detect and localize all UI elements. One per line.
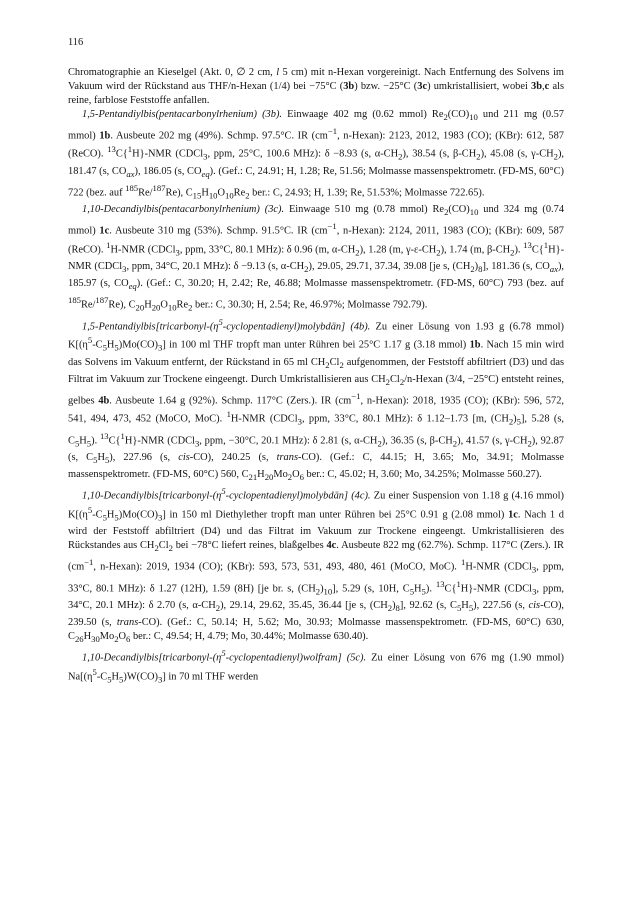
text-run: (CO) bbox=[447, 108, 470, 120]
subscript: 2 bbox=[339, 359, 344, 370]
subscript: 5 bbox=[102, 512, 107, 523]
subscript: 2 bbox=[315, 586, 321, 597]
superscript: −1 bbox=[84, 557, 94, 568]
text-run: bei −78°C liefert reines, blaßgelbes bbox=[172, 540, 327, 552]
text-run: Einwaage 402 mg (0.62 mmol) Re bbox=[282, 108, 444, 120]
text-run: , ppm, 34°C, 20.1 MHz): δ −9.13 (s, α-CH bbox=[126, 261, 305, 273]
text-run: C{ bbox=[531, 244, 544, 256]
page-number: 116 bbox=[68, 37, 84, 48]
text-run: O bbox=[118, 631, 127, 643]
superscript: 13 bbox=[435, 578, 445, 589]
subscript: 2 bbox=[436, 247, 441, 258]
text-run: c bbox=[544, 80, 550, 92]
text-run: trans bbox=[276, 452, 298, 464]
superscript: 5 bbox=[221, 486, 226, 497]
text-run: O bbox=[217, 187, 226, 199]
subscript: 10 bbox=[469, 207, 479, 218]
text-run: ber.: C, 49.54; H, 4.79; Mo, 30.44%; Molmasse 630.40). bbox=[130, 631, 369, 643]
text-run: 5 cm) mit n-Hexan vorgereinigt. Nach Entfernung des Solvens im Vakuum wird der Rückstand aus THF/n-Hexan (1/4) bei −75°C ( bbox=[68, 67, 564, 92]
text-run: H bbox=[111, 671, 120, 683]
subscript: 2 bbox=[168, 543, 173, 554]
text-run: )Mo(CO) bbox=[118, 509, 158, 521]
subscript: 5 bbox=[114, 512, 119, 523]
subscript: 10 bbox=[208, 190, 218, 201]
subscript: 20 bbox=[135, 302, 145, 313]
subscript: 3 bbox=[122, 264, 127, 275]
compound-title: -cyclopentadienyl)molybdän] (4c). bbox=[225, 490, 371, 502]
subscript: 20 bbox=[264, 472, 274, 483]
text-run: ), 41.57 (s, γ-CH bbox=[457, 435, 528, 447]
superscript: 1 bbox=[106, 239, 111, 250]
text-run: H bbox=[414, 583, 422, 595]
text-run: , ppm, 33°C, 80.1 MHz): δ 1.12–1.73 [m, (CH bbox=[301, 413, 509, 425]
text-run: , ppm, 34°C, 20.1 MHz): δ 2.70 (s, α-CH bbox=[68, 583, 564, 612]
text-run: Cl bbox=[389, 373, 400, 385]
superscript: 5 bbox=[87, 335, 93, 346]
text-run: ), 1.74 (m, β-CH bbox=[440, 244, 511, 256]
subscript: eq bbox=[128, 281, 137, 292]
superscript: −1 bbox=[351, 390, 361, 401]
subscript: 2 bbox=[245, 190, 250, 201]
subscript: 5 bbox=[102, 342, 107, 353]
text-run: H bbox=[144, 299, 152, 311]
superscript: 13 bbox=[523, 239, 532, 250]
subscript: 10 bbox=[167, 302, 177, 313]
subscript: 5 bbox=[456, 603, 462, 614]
text-run: , ppm, −30°C, 20.1 MHz): δ 2.81 (s, α-CH bbox=[199, 435, 378, 447]
document-page bbox=[68, 36, 564, 687]
text-run: ) bzw. −25°C ( bbox=[354, 80, 418, 92]
subscript: 3 bbox=[175, 247, 180, 258]
subscript: 2 bbox=[444, 207, 449, 218]
text-run: 3b bbox=[531, 80, 543, 92]
text-run: H bbox=[461, 600, 469, 612]
text-run: C{ bbox=[108, 435, 121, 447]
text-run: l bbox=[276, 67, 280, 78]
subscript: 5 bbox=[93, 455, 98, 466]
subscript: 10 bbox=[469, 111, 478, 122]
superscript: 5 bbox=[218, 316, 223, 327]
subscript: 20 bbox=[151, 302, 161, 313]
text-run: , bbox=[542, 80, 545, 92]
superscript: 187 bbox=[95, 295, 109, 306]
superscript: 5 bbox=[92, 666, 97, 677]
subscript: 8 bbox=[478, 264, 483, 275]
text-run: ] in 70 ml THF werden bbox=[162, 671, 259, 683]
text-run: ber.: C, 45.02; H, 3.60; Mo, 34.25%; Molmasse 560.27). bbox=[303, 469, 542, 481]
text-run: Re bbox=[176, 299, 189, 311]
subscript: 8 bbox=[395, 603, 400, 614]
text-run: Zu einer Lösung von 1.93 g (6.78 mmol) K[(η bbox=[68, 321, 564, 351]
text-run: . Nach 15 min wird das Solvens im Vakuum entfernt, der Rückstand in 65 ml CH bbox=[68, 339, 564, 368]
paragraph bbox=[68, 203, 564, 316]
text-run: aufgenommen, der Feststoff abfiltriert (D3) und das Filtrat im Vakuum zur Trockene eingeengt. Durch Umkristallisieren aus CH bbox=[68, 356, 564, 385]
text-run: ) bbox=[513, 413, 517, 425]
subscript: 2 bbox=[387, 603, 393, 614]
subscript: 2 bbox=[476, 151, 481, 162]
text-run: ber.: C, 30.30; H, 2.54; Re, 46.97%; Molmasse 792.79). bbox=[192, 299, 428, 311]
compound-title: 1,10-Decandiylbis(pentacarbonylrhenium) (3c). bbox=[82, 204, 285, 216]
text-run: 3c bbox=[417, 80, 428, 92]
text-run: ) bbox=[474, 261, 479, 273]
text-run: ), 38.54 (s, β-CH bbox=[402, 148, 477, 160]
subscript: 2 bbox=[304, 264, 309, 275]
text-run: , n-Hexan): 2018, 1935 (CO); (KBr): 596, 572, 541, 494, 473, 452 (MoCO, MoC). bbox=[68, 395, 564, 425]
text-run: , n-Hexan): 2123, 2012, 1983 (CO); (KBr): 612, 587 (ReCO). bbox=[68, 130, 564, 160]
superscript: −1 bbox=[327, 125, 338, 136]
superscript: 5 bbox=[221, 648, 226, 659]
text-run: , ppm, 33°C, 80.1 MHz): δ 1.27 (12H), 1.59 (8H) [je br. s, (CH bbox=[68, 561, 564, 595]
text-run: )Mo(CO) bbox=[118, 339, 158, 351]
subscript: 5 bbox=[107, 674, 112, 685]
subscript: 3 bbox=[158, 342, 163, 353]
subscript: 2 bbox=[399, 376, 405, 387]
subscript: 2 bbox=[215, 603, 221, 614]
superscript: 1 bbox=[127, 144, 133, 155]
text-run: ], 5.28 (s, C bbox=[68, 413, 565, 447]
text-run: als reine, farblose Feststoffe anfallen. bbox=[68, 80, 564, 106]
text-run: ), 29.05, 29.71, 37.34, 39.08 [je s, (CH bbox=[308, 261, 471, 273]
text-run: H-NMR (CDCl bbox=[110, 244, 176, 256]
superscript: 185 bbox=[125, 182, 139, 193]
text-run: . Ausbeute 310 mg (53%). Schmp. 91.5°C. IR (cm bbox=[109, 225, 328, 237]
text-run: ), 92.87 (s, C bbox=[68, 435, 564, 464]
text-run: Mo bbox=[99, 631, 115, 643]
compound-title: 1,5-Pentandiylbis[tricarbonyl-(η bbox=[82, 321, 219, 333]
subscript: ax bbox=[126, 168, 135, 179]
subscript: 2 bbox=[398, 151, 403, 162]
text-run: 1c bbox=[99, 225, 110, 237]
text-run: cis bbox=[528, 600, 541, 612]
subscript: 21 bbox=[248, 472, 258, 483]
text-run: ), 185.97 (s, CO bbox=[68, 261, 565, 290]
text-run: ), 186.05 (s, CO bbox=[134, 165, 202, 177]
text-run: Re), C bbox=[108, 299, 136, 311]
text-run: Re/ bbox=[138, 187, 153, 199]
superscript: −1 bbox=[327, 221, 337, 232]
text-run: -CO). (Gef.: C, 50.14; H, 5.62; Mo, 30.93; Molmasse massenspektrometr. (FD-MS, 60°C) 630, C bbox=[68, 617, 564, 643]
text-run: C{ bbox=[444, 583, 457, 595]
text-run: Chromatographie an Kieselgel (Akt. 0, ∅ 2 cm, bbox=[68, 67, 277, 78]
text-run: H bbox=[83, 631, 92, 643]
subscript: 2 bbox=[355, 247, 360, 258]
subscript: 3 bbox=[297, 416, 302, 427]
subscript: 5 bbox=[468, 603, 474, 614]
superscript: 185 bbox=[68, 295, 81, 306]
text-run: ). (Gef.: C, 24.91; H, 1.28; Re, 51.56; Molmasse massenspektrometr. (FD-MS, 60°C) 722 (bez. auf bbox=[68, 165, 564, 199]
text-run: H bbox=[257, 469, 265, 481]
text-run: H}-NMR (CDCl bbox=[124, 435, 195, 447]
text-run: . Nach 1 d wird der Feststoff abfiltriert (D4) und das Filtrat im Vakuum zur Trockene eingeengt. Umkristallisieren des Rückstandes aus CH bbox=[68, 509, 564, 552]
subscript: 2 bbox=[452, 438, 458, 449]
text-run: . Ausbeute 1.64 g (92%). Schmp. 117°C (Zers.). IR (cm bbox=[109, 395, 352, 407]
text-run: ) umkristallisiert, wobei bbox=[427, 80, 532, 92]
text-run: (CO) bbox=[448, 204, 470, 216]
subscript: 2 bbox=[510, 247, 515, 258]
text-run: Re), C bbox=[165, 187, 193, 199]
text-run: C{ bbox=[115, 148, 128, 160]
text-run: . Ausbeute 822 mg (62.7%). Schmp. 117°C (Zers.). IR (cm bbox=[68, 540, 564, 573]
subscript: 3 bbox=[203, 151, 208, 162]
text-run: ) bbox=[320, 583, 324, 595]
subscript: 5 bbox=[516, 416, 521, 427]
body-text bbox=[68, 66, 564, 687]
superscript: 1 bbox=[226, 409, 231, 420]
text-run: ), 29.14, 29.62, 35.45, 36.44 [je s, (CH bbox=[220, 600, 388, 612]
text-run: /n-Hexan (3/4, −25°C) entsteht reines, gelbes bbox=[68, 373, 564, 407]
text-run: 1b bbox=[469, 339, 481, 351]
superscript: 187 bbox=[152, 182, 166, 193]
text-run: H bbox=[106, 339, 115, 351]
compound-title: 1,10-Decandiylbis[tricarbonyl-(η bbox=[82, 652, 222, 664]
subscript: 10 bbox=[323, 586, 333, 597]
paragraph bbox=[68, 108, 564, 203]
compound-title: 1,10-Decandiylbis[tricarbonyl-(η bbox=[82, 490, 222, 502]
text-run: -C bbox=[92, 509, 103, 521]
text-run: H bbox=[97, 452, 105, 464]
text-run: -CO), 239.50 (s, bbox=[68, 600, 565, 629]
subscript: eq bbox=[201, 168, 210, 179]
text-run: Zu einer Suspension von 1.18 g (4.16 mmol) K[(η bbox=[68, 490, 564, 521]
text-run: O bbox=[292, 469, 300, 481]
text-run: und 324 mg (0.74 mmol) bbox=[68, 204, 565, 237]
text-run: 3b bbox=[343, 80, 355, 92]
text-run: -C bbox=[92, 339, 103, 351]
text-run: H bbox=[106, 509, 115, 521]
superscript: 13 bbox=[107, 144, 116, 155]
text-run: trans bbox=[116, 617, 139, 629]
text-run: , ppm, 25°C, 100.6 MHz): δ −8.93 (s, α-CH bbox=[207, 148, 399, 160]
text-run: ], 92.62 (s, C bbox=[399, 600, 457, 612]
subscript: 2 bbox=[553, 151, 558, 162]
subscript: 2 bbox=[188, 302, 193, 313]
paragraph bbox=[68, 485, 564, 647]
subscript: 2 bbox=[325, 359, 330, 370]
text-run: H}-NMR (CDCl bbox=[132, 148, 204, 160]
text-run: ). (Gef.: C, 30.20; H, 2.42; Re, 46.88; Molmasse massenspektrometr. (FD-MS, 60°C) 793 (bez. auf bbox=[136, 278, 564, 290]
subscript: 2 bbox=[385, 376, 390, 387]
text-run: ), 227.56 (s, bbox=[473, 600, 529, 612]
subscript: 2 bbox=[114, 634, 119, 645]
subscript: 2 bbox=[508, 416, 514, 427]
text-run: und 211 mg (0.57 mmol) bbox=[68, 108, 565, 142]
subscript: 2 bbox=[287, 472, 293, 483]
text-run: ). bbox=[91, 435, 100, 447]
text-run: )W(CO) bbox=[123, 671, 158, 683]
text-run: Re/ bbox=[80, 299, 96, 311]
superscript: 1 bbox=[461, 557, 466, 568]
paragraph bbox=[68, 647, 564, 687]
subscript: 6 bbox=[299, 472, 304, 483]
text-run: , ppm, 33°C, 80.1 MHz): δ 0.96 (m, α-CH bbox=[179, 244, 356, 256]
superscript: 1 bbox=[120, 430, 125, 441]
subscript: 3 bbox=[531, 564, 537, 575]
text-run: ] in 100 ml THF tropft man unter Rühren bei 25°C 1.17 g (3.18 mmol) bbox=[162, 339, 470, 351]
compound-title: 1,5-Pentandiylbis(pentacarbonylrhenium) (3b). bbox=[82, 108, 283, 120]
text-run: ), 1.28 (m, γ-ε-CH bbox=[359, 244, 437, 256]
compound-title: -cyclopentadienyl)molybdän] (4b). bbox=[222, 321, 371, 333]
superscript: 13 bbox=[99, 430, 109, 441]
subscript: 5 bbox=[114, 342, 119, 353]
subscript: 5 bbox=[86, 438, 92, 449]
subscript: 5 bbox=[104, 455, 110, 466]
text-run: Mo bbox=[273, 469, 288, 481]
text-run: 4c bbox=[326, 540, 337, 552]
text-run: -CO). (Gef.: C, 44.15; H, 3.65; Mo, 34.91; Molmasse massenspektrometr. (FD-MS, 60°C) 560, C bbox=[68, 452, 565, 481]
text-run: ), 45.08 (s, γ-CH bbox=[480, 148, 554, 160]
text-run: ber.: C, 24.93; H, 1.39; Re, 51.53%; Molmasse 722.65). bbox=[249, 187, 485, 199]
text-run: H bbox=[201, 187, 209, 199]
subscript: 2 bbox=[527, 438, 532, 449]
subscript: 15 bbox=[192, 190, 202, 201]
text-run: Cl bbox=[329, 356, 340, 368]
text-run: Zu einer Lösung von 676 mg (1.90 mmol) Na[(η bbox=[68, 652, 565, 683]
paragraph bbox=[68, 66, 564, 108]
text-run: H-NMR (CDCl bbox=[465, 561, 532, 573]
subscript: ax bbox=[549, 264, 558, 275]
subscript: 2 bbox=[154, 543, 159, 554]
subscript: 2 bbox=[443, 111, 448, 122]
text-run: ], 5.29 (s, 10H, C bbox=[332, 583, 410, 595]
text-run: ] in 150 ml Diethylether tropft man unter Rühren bei 25°C 0.91 g (2.08 mmol) bbox=[162, 509, 509, 521]
superscript: 5 bbox=[87, 504, 93, 515]
compound-title: -cyclopentadienyl)wolfram] (5c). bbox=[225, 652, 367, 664]
subscript: 2 bbox=[377, 438, 382, 449]
text-run: Einwaage 510 mg (0.78 mmol) Re bbox=[284, 204, 445, 216]
text-run: H-NMR (CDCl bbox=[230, 413, 298, 425]
text-run: ], 181.36 (s, CO bbox=[482, 261, 550, 273]
text-run: ). bbox=[425, 583, 436, 595]
text-run: , n-Hexan): 2019, 1934 (CO); (KBr): 593, 573, 531, 493, 480, 461 (MoCO, MoC). bbox=[93, 561, 462, 573]
paragraph bbox=[68, 316, 564, 485]
text-run: O bbox=[160, 299, 168, 311]
superscript: 1 bbox=[543, 239, 549, 250]
subscript: 10 bbox=[225, 190, 234, 201]
subscript: 2 bbox=[470, 264, 475, 275]
subscript: 5 bbox=[421, 586, 426, 597]
subscript: 3 bbox=[532, 586, 537, 597]
subscript: 5 bbox=[409, 586, 415, 597]
subscript: 5 bbox=[74, 438, 80, 449]
text-run: H bbox=[79, 435, 87, 447]
text-run: 1b bbox=[99, 130, 111, 142]
subscript: 3 bbox=[194, 438, 200, 449]
text-run: ), 36.35 (s, β-CH bbox=[381, 435, 453, 447]
text-run: , n-Hexan): 2124, 2011, 1983 (CO); (KBr): 609, 587 (ReCO). bbox=[68, 225, 564, 256]
subscript: 3 bbox=[158, 674, 163, 685]
subscript: 6 bbox=[126, 634, 131, 645]
text-run: ) bbox=[392, 600, 396, 612]
text-run: . Ausbeute 202 mg (49%). Schmp. 97.5°C. IR (cm bbox=[110, 130, 328, 142]
text-run: ). bbox=[514, 244, 524, 256]
subscript: 5 bbox=[119, 674, 124, 685]
text-run: ), 227.96 (s, bbox=[109, 452, 179, 464]
subscript: 3 bbox=[158, 512, 163, 523]
subscript: 30 bbox=[91, 634, 100, 645]
text-run: -CO), 240.25 (s, bbox=[189, 452, 277, 464]
text-run: ), 181.47 (s, CO bbox=[68, 148, 565, 177]
text-run: Cl bbox=[158, 540, 169, 552]
text-run: H}-NMR (CDCl bbox=[68, 244, 565, 273]
text-run: 4b bbox=[98, 395, 110, 407]
text-run: Re bbox=[233, 187, 246, 199]
text-run: -C bbox=[96, 671, 108, 683]
superscript: 1 bbox=[456, 578, 461, 589]
subscript: 26 bbox=[74, 634, 84, 645]
text-run: 1c bbox=[508, 509, 518, 521]
text-run: cis bbox=[178, 452, 190, 464]
text-run: H}-NMR (CDCl bbox=[460, 583, 533, 595]
